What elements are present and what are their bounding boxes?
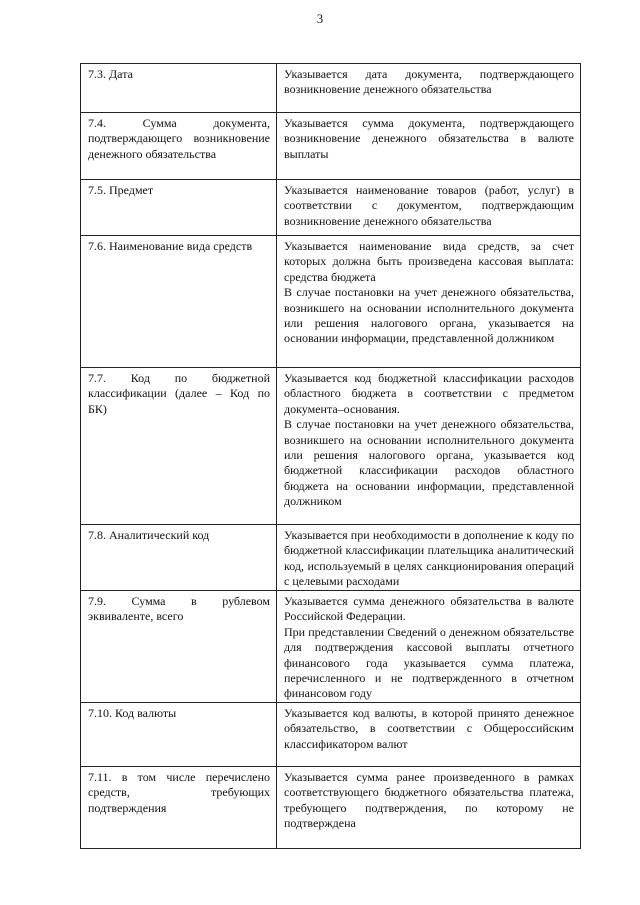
field-name-cell: 7.11. в том числе перечислено средств, требующих подтверждения [81,767,277,849]
field-description-cell [277,180,581,236]
table-row [81,180,581,236]
field-name-cell: 7.5. Предмет [81,180,277,236]
description-paragraph: При представлении Сведений о денежном обязательстве для подтверждения кассовой выплаты отчетного финансового года указывается сумма платежа, перечисленного и не подтвержденного в отчетном финансовом году [284,624,574,701]
field-name-cell: 7.3. Дата [81,64,277,113]
description-paragraph: Указывается сумма денежного обязательства в валюте Российской Федерации. [284,594,574,624]
description-paragraph: Указывается дата документа, подтверждающего возникновение денежного обязательства [284,67,574,97]
field-name-cell: 7.8. Аналитический код [81,525,277,591]
field-description-cell [277,236,581,368]
description-paragraph: Указывается наименование товаров (работ, услуг) в соответствии с документом, подтверждающим возникновение денежного обязательства [284,183,574,228]
description-paragraph: Указывается код бюджетной классификации расходов областного бюджета в соответствии с предметом документа–основания. [284,371,574,416]
description-paragraph: В случае постановки на учет денежного обязательства, возникшего на основании исполнительного документа или решения налогового органа, указывается код бюджетной классификации расходов областного бюджета на основании информации, представленной должником [284,417,574,509]
table-body [81,64,581,849]
table-row [81,703,581,767]
field-name-cell: 7.10. Код валюты [81,703,277,767]
field-name-cell: 7.7. Код по бюджетной классификации (далее – Код по БК) [81,368,277,525]
table-row [81,767,581,849]
description-paragraph: Указывается при необходимости в дополнение к коду по бюджетной классификации плательщика аналитический код, используемый в целях санкционирования операций с целевыми расходами [284,528,574,589]
document-table [80,63,581,849]
table-row [81,525,581,591]
field-description-cell [277,591,581,703]
field-description-cell [277,64,581,113]
description-paragraph: Указывается наименование вида средств, за счет которых должна быть произведена кассовая выплата: средства бюджета [284,239,574,284]
table-row [81,236,581,368]
field-description-cell [277,703,581,767]
field-description-cell [277,368,581,525]
table-row [81,64,581,113]
description-paragraph: Указывается сумма ранее произведенного в рамках соответствующего бюджетного обязательства платежа, требующего подтверждения, по которому не подтверждена [284,770,574,831]
field-description-cell [277,767,581,849]
field-name-cell: 7.6. Наименование вида средств [81,236,277,368]
table-row [81,113,581,180]
field-name-cell: 7.9. Сумма в рублевом эквиваленте, всего [81,591,277,703]
description-paragraph: Указывается сумма документа, подтверждающего возникновение денежного обязательства в валюте выплаты [284,116,574,161]
field-name-cell: 7.4. Сумма документа, подтверждающего возникновение денежного обязательства [81,113,277,180]
description-paragraph: В случае постановки на учет денежного обязательства, возникшего на основании исполнительного документа или решения налогового органа, указывается на основании информации, представленной должником [284,285,574,346]
description-paragraph: Указывается код валюты, в которой принято денежное обязательство, в соответствии с Общероссийским классификатором валют [284,706,574,751]
table-row [81,591,581,703]
page-number: 3 [316,12,324,26]
field-description-cell [277,525,581,591]
field-description-cell [277,113,581,180]
table-row [81,368,581,525]
